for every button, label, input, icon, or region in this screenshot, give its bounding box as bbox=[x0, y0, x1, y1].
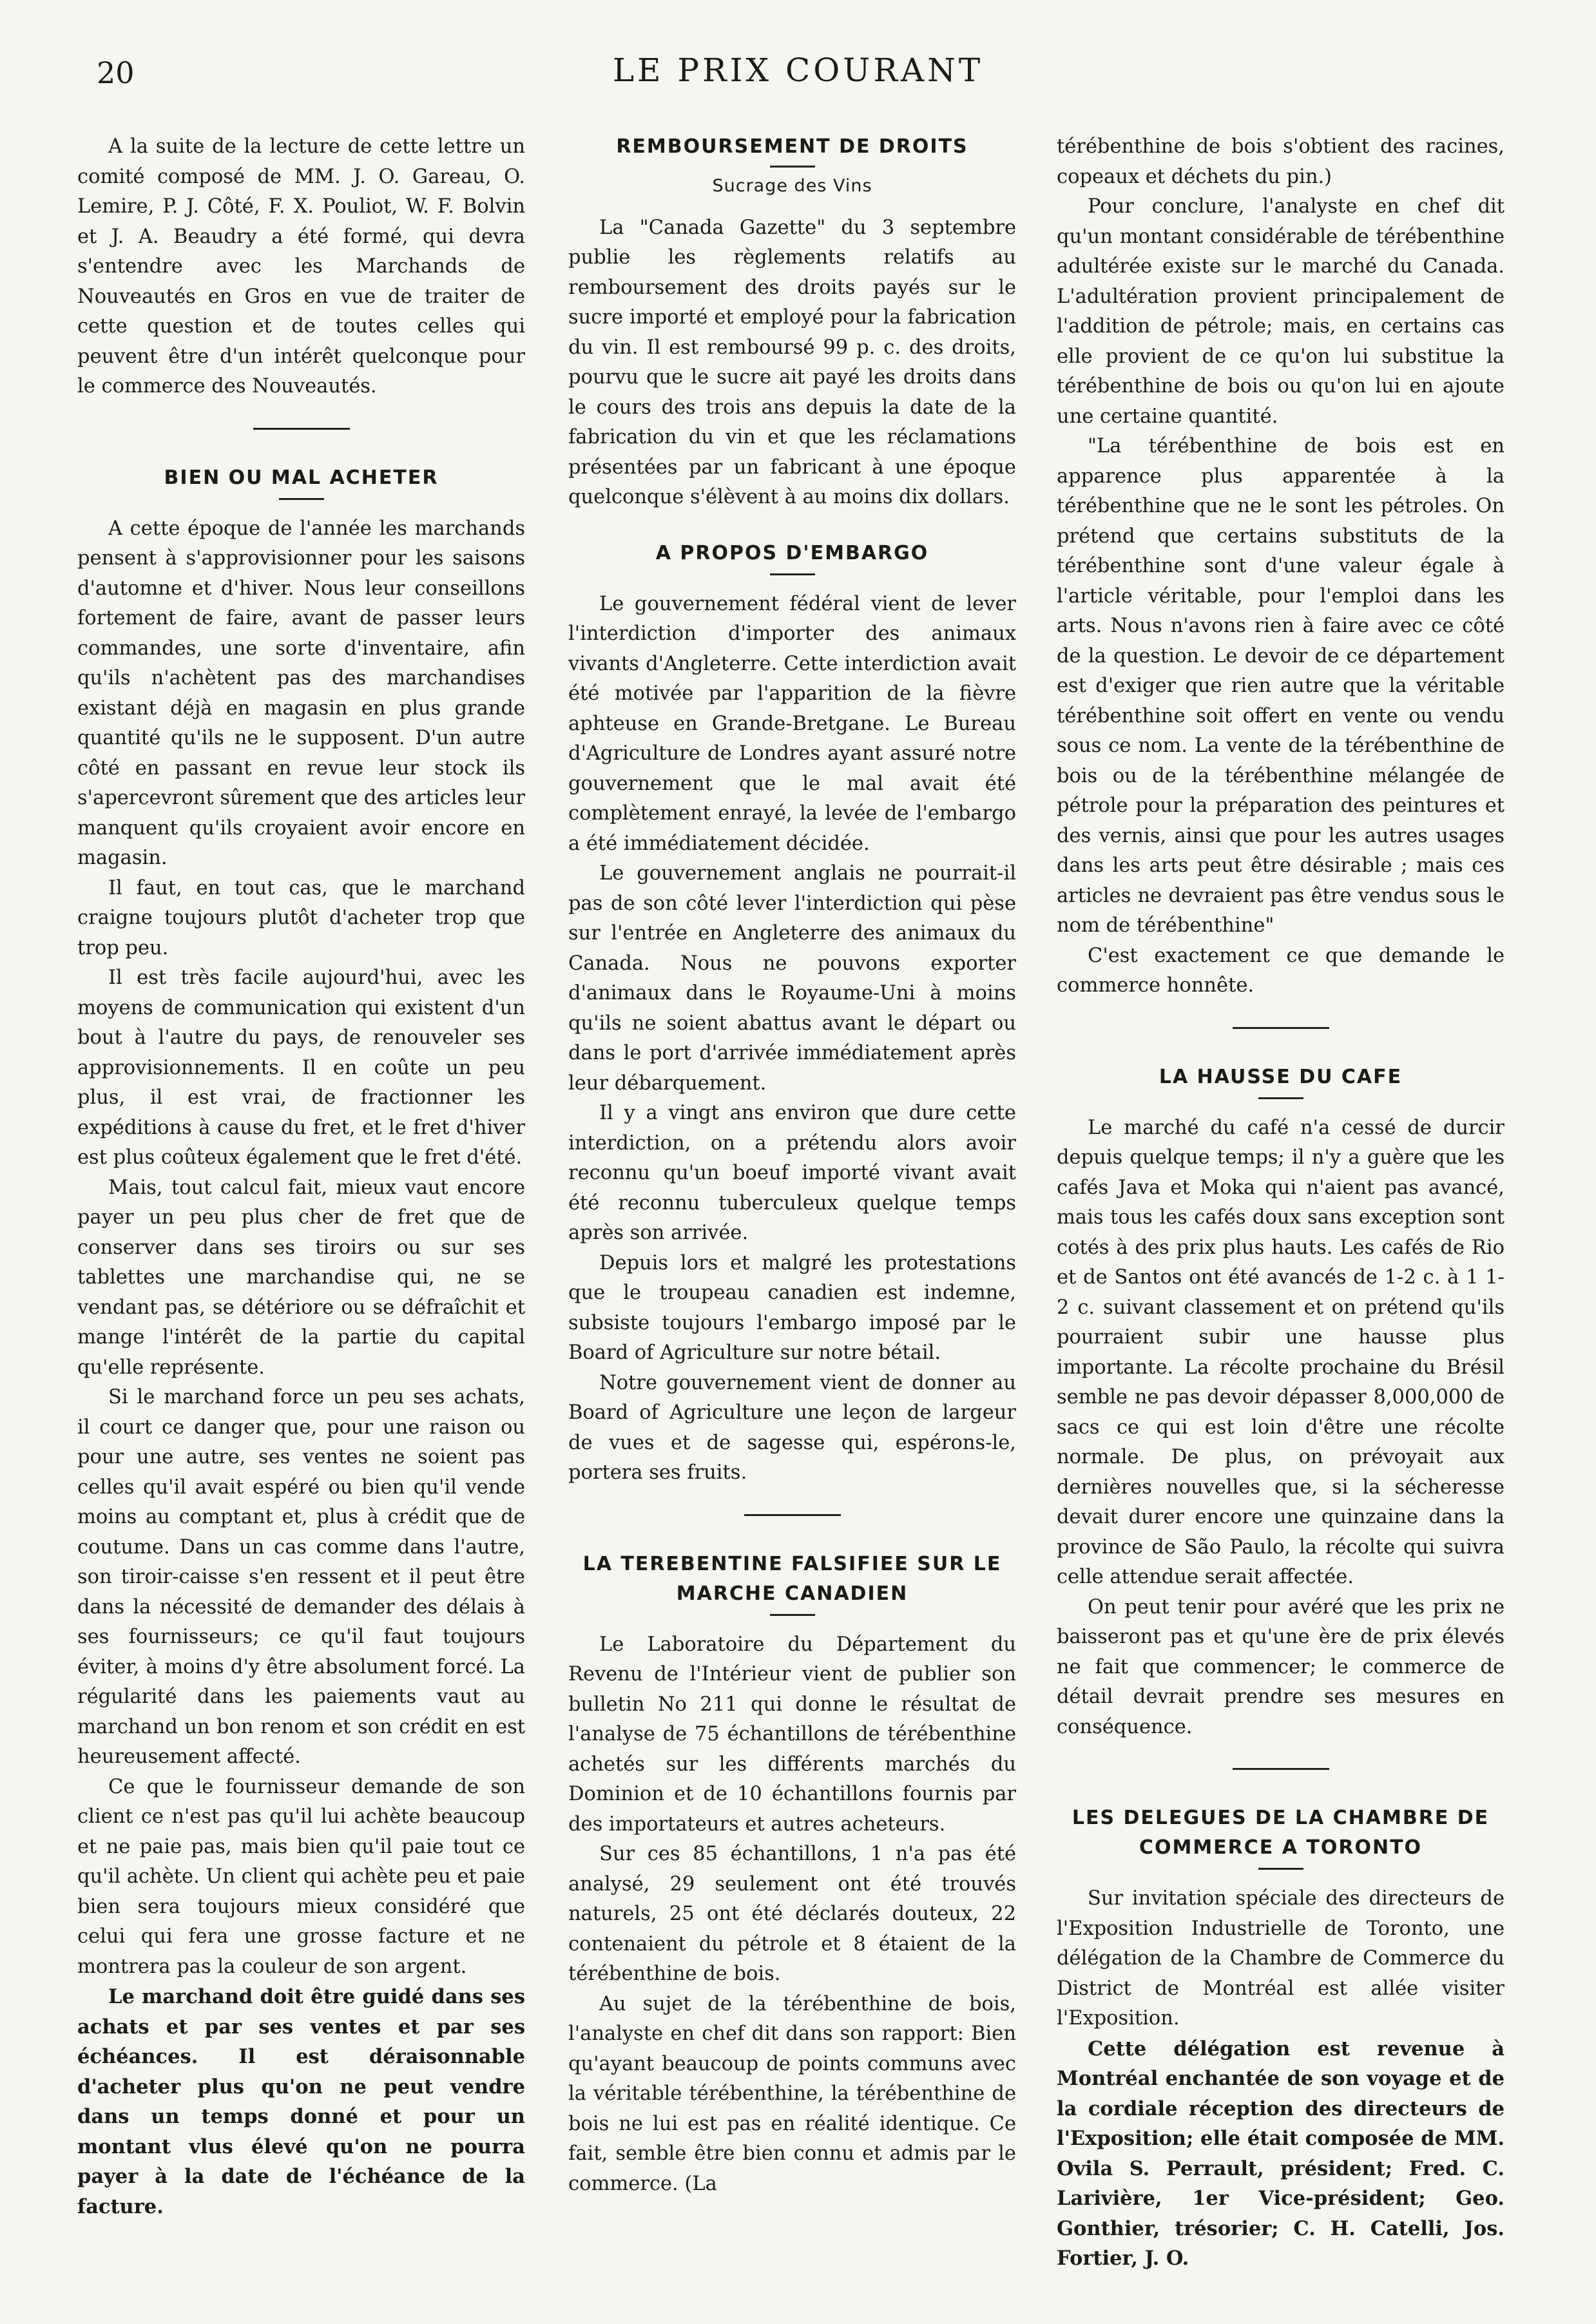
paragraph: Le marché du café n'a cessé de durcir depuis quelque temps; il n'y a guère que les cafés Java et Moka qui n'aient pas avancé, mais tous les cafés doux sans exception sont cotés à des prix plus hauts. Les cafés de Rio et de Santos ont été avancés de 1-2 c. à 1 1-2 c. suivant classement et on prétend qu'ils pourraient subir une hausse plus importante. La récolte prochaine du Brésil semble ne pas devoir dépasser 8,000,000 de sacs ce qui est loin d'être une récolte normale. De plus, on prévoyait aux dernières nouvelles que, si la sécheresse devait durer encore une quinzaine dans la province de São Paulo, la récolte qui suivra celle attendue serait affectée. bbox=[1057, 1116, 1505, 1588]
journal-title: LE PRIX COURANT bbox=[612, 52, 984, 89]
paragraph: térébenthine de bois s'obtient des racines, copeaux et déchets du pin.) bbox=[1057, 135, 1505, 188]
heading-rule bbox=[1258, 1097, 1303, 1099]
paragraph: Ce que le fournisseur demande de son client ce n'est pas qu'il lui achète beaucoup et ne paie pas, mais bien qu'il paie tout ce qu'il achète. Un client qui achète peu et paie bien sera toujours mieux considéré que celui qui fera une grosse facture et ne montrera pas la couleur de son argent. bbox=[77, 1775, 525, 1978]
paragraph: Il y a vingt ans environ que dure cette interdiction, on a prétendu alors avoir reconnu qu'un boeuf importé vivant avait été reconnu tuberculeux quelque temps après son arrivée. bbox=[568, 1102, 1016, 1244]
paragraph: Au sujet de la térébenthine de bois, l'analyste en chef dit dans son rapport: Bien qu'ayant beaucoup de points communs avec la véritable térébenthine, la térébenthine de bois ne lui est pas en réalité identique. Ce fait, semble être bien connu et admis par le commerce. (La bbox=[568, 1992, 1016, 2195]
paragraph: Sur invitation spéciale des directeurs de l'Exposition Industrielle de Toronto, une délégation de la Chambre de Commerce du District de Montréal est allée visiter l'Exposition. bbox=[1057, 1887, 1505, 2030]
paragraph: Notre gouvernement vient de donner au Board of Agriculture une leçon de largeur de vues et de sagesse qui, espérons-le, portera ses fruits. bbox=[568, 1371, 1016, 1484]
paragraph: Il est très facile aujourd'hui, avec les moyens de communication qui existent d'un bout à l'autre du pays, de renouveler ses approvisionnements. Il en coûte un peu plus, il est vrai, de fractionner les expéditions à cause du fret, et le fret d'hiver est plus coûteux également que le fret d'été. bbox=[77, 966, 525, 1169]
paragraph: C'est exactement ce que demande le commerce honnête. bbox=[1057, 944, 1505, 997]
heading-la-hausse-du-cafe: LA HAUSSE DU CAFE bbox=[1159, 1065, 1403, 1088]
paragraph: Sur ces 85 échantillons, 1 n'a pas été analysé, 29 seulement ont été trouvés naturels, 25 ont été déclarés douteux, 22 contenaient du pétrole et 8 étaient de la térébenthine de bois. bbox=[568, 1843, 1016, 1985]
paragraph: Mais, tout calcul fait, mieux vaut encore payer un peu plus cher de fret que de conserver dans ses tiroirs ou sur ses tablettes une marchandise qui, ne se vendant pas, se détériore ou se défraîchit et mange l'intérêt de la partie du capital qu'elle représente. bbox=[77, 1176, 525, 1379]
paragraph: Il faut, en tout cas, que le marchand craigne toujours plutôt d'acheter trop que trop peu. bbox=[77, 876, 525, 959]
paragraph: A cette époque de l'année les marchands pensent à s'approvisionner pour les saisons d'automne et d'hiver. Nous leur conseillons fortement de faire, avant de passer leurs commandes, une sorte d'inventaire, afin qu'ils n'achètent pas des marchandises existant déjà en magasin en plus grande quantité qu'ils ne le supposent. D'un autre côté en passant en revue leur stock ils s'apercevront sûrement que des articles leur manquent qu'ils croyaient avoir encore en magasin. bbox=[77, 517, 525, 869]
heading-rule bbox=[279, 498, 324, 500]
paragraph: On peut tenir pour avéré que les prix ne baisseront pas et qu'une ère de prix élevés ne fait que commencer; le commerce de détail devrait prendre ses mesures en conséquence. bbox=[1057, 1595, 1505, 1738]
column-2 bbox=[568, 132, 1016, 2199]
heading-rule bbox=[770, 166, 815, 168]
separator bbox=[1233, 1027, 1329, 1029]
paragraph: Depuis lors et malgré les protestations que le troupeau canadien est indemne, subsiste toujours l'embargo imposé par le Board of Agriculture sur notre bétail. bbox=[568, 1251, 1016, 1364]
column-3 bbox=[1057, 132, 1505, 2274]
paragraph: Le gouvernement anglais ne pourrait-il pas de son côté lever l'interdiction qui pèse sur l'entrée en Angleterre des animaux du Canada. Nous ne pouvons exporter d'animaux dans le Royaume-Uni à moins qu'ils ne soient abattus avant le départ ou dans le port d'arrivée immédiatement après leur débarquement. bbox=[568, 862, 1016, 1095]
heading-rule bbox=[1258, 1868, 1303, 1870]
heading-a-propos-dembargo: A PROPOS D'EMBARGO bbox=[655, 541, 929, 564]
paragraph: Le marchand doit être guidé dans ses achats et par ses ventes et par ses échéances. Il est déraisonnable d'acheter plus qu'on ne peut vendre dans un temps donné et pour un montant vlus élevé qu'on ne pourra payer à la date de l'échéance de la facture. bbox=[77, 1985, 525, 2218]
paragraph: Le Laboratoire du Département du Revenu de l'Intérieur vient de publier son bulletin No 211 qui donne le résultat de l'analyse de 75 échantillons de térébenthine achetés sur les différents marchés du Dominion et de 10 échantillons fournis par des importateurs et autres acheteurs. bbox=[568, 1633, 1016, 1836]
heading-la-terebentine-falsifiee: LA TEREBENTINE FALSIFIEE SUR LE MARCHE CANADIEN bbox=[582, 1552, 1002, 1605]
page-header bbox=[0, 0, 1596, 129]
heading-les-delegues: LES DELEGUES DE LA CHAMBRE DE COMMERCE A TORONTO bbox=[1072, 1807, 1490, 1859]
paragraph: Si le marchand force un peu ses achats, il court ce danger que, pour une raison ou pour une autre, ses ventes ne soient pas celles qu'il avait espéré ou bien qu'il vende moins au comptant et, plus à crédit que de coutume. Dans un cas comme dans l'autre, son tiroir-caisse s'en ressent et il peut être dans la nécessité de demander des délais à ses fournisseurs; ce qu'il faut toujours éviter, à moins d'y être absolument forcé. La régularité dans les paiements vaut au marchand un bon renom et son crédit en est heureusement affecté. bbox=[77, 1386, 525, 1768]
paragraph: Le gouvernement fédéral vient de lever l'interdiction d'importer des animaux vivants d'Angleterre. Cette interdiction avait été motivée par l'apparition de la fièvre aphteuse en Grande-Bretgane. Le Bureau d'Agriculture de Londres ayant assuré notre gouvernement que le mal avait été complètement enrayé, la levée de l'embargo a été immédiatement décidée. bbox=[568, 592, 1016, 855]
subheading-sucrage-des-vins: Sucrage des Vins bbox=[712, 176, 872, 196]
separator bbox=[253, 428, 350, 430]
paragraph: "La térébenthine de bois est en apparence plus apparentée à la térébenthine que ne le sont les pétroles. On prétend que certains substituts de la térébenthine sont d'une valeur égale à l'article véritable, pour l'emploi dans les arts. Nous n'avons rien à faire avec ce côté de la question. Le devoir de ce département est d'exiger que rien autre que la véritable térébenthine soit offert en vente ou vendu sous ce nom. La vente de la térébenthine de bois ou de la térébenthine mélangée de pétrole pour la préparation des peintures et des vernis, ainsi que pour les autres usages dans les arts peut être désirable ; mais ces articles ne devraient pas être vendus sous le nom de térébenthine" bbox=[1057, 435, 1505, 937]
paragraph: La "Canada Gazette" du 3 septembre publie les règlements relatifs au remboursement des droits payés sur le sucre importé et employé pour la fabrication du vin. Il est remboursé 99 p. c. des droits, pourvu que le sucre ait payé les droits dans le cours des trois ans depuis la date de la fabrication du vin et que les réclamations présentées par un fabricant à une époque quelconque s'élèvent à au moins dix dollars. bbox=[568, 216, 1016, 508]
column-1 bbox=[77, 132, 525, 2222]
paragraph: Cette délégation est revenue à Montréal enchantée de son voyage et de la cordiale réception des directeurs de l'Exposition; elle était composée de MM. Ovila S. Perrault, président; Fred. C. Larivière, 1er Vice-président; Geo. Gonthier, trésorier; C. H. Catelli, Jos. Fortier, J. O. bbox=[1057, 2037, 1505, 2270]
article-intro-paragraph: A la suite de la lecture de cette lettre un comité composé de MM. J. O. Gareau, O. Lemire, P. J. Côté, F. X. Pouliot, W. F. Bolvin et J. A. Beaudry a été formé, qui devra s'entendre avec les Marchands de Nouveautés en Gros en vue de traiter de cette question et de toutes celles qui peuvent être d'un intérêt quelconque pour le commerce des Nouveautés. bbox=[77, 135, 525, 398]
heading-remboursement-de-droits: REMBOURSEMENT DE DROITS bbox=[616, 135, 968, 158]
page-number: 20 bbox=[97, 55, 135, 90]
paragraph: Pour conclure, l'analyste en chef dit qu'un montant considérable de térébenthine adultérée existe sur le marché du Canada. L'adultération provient principalement de l'addition de pétrole; mais, en certains cas elle provient de ce qu'on lui substitue la térébenthine de bois ou qu'on lui en ajoute une certaine quantité. bbox=[1057, 195, 1505, 428]
heading-bien-ou-mal-acheter: BIEN OU MAL ACHETER bbox=[164, 466, 439, 489]
separator bbox=[744, 1514, 841, 1516]
separator bbox=[1233, 1768, 1329, 1770]
heading-rule bbox=[770, 573, 815, 575]
heading-rule bbox=[770, 1614, 815, 1616]
